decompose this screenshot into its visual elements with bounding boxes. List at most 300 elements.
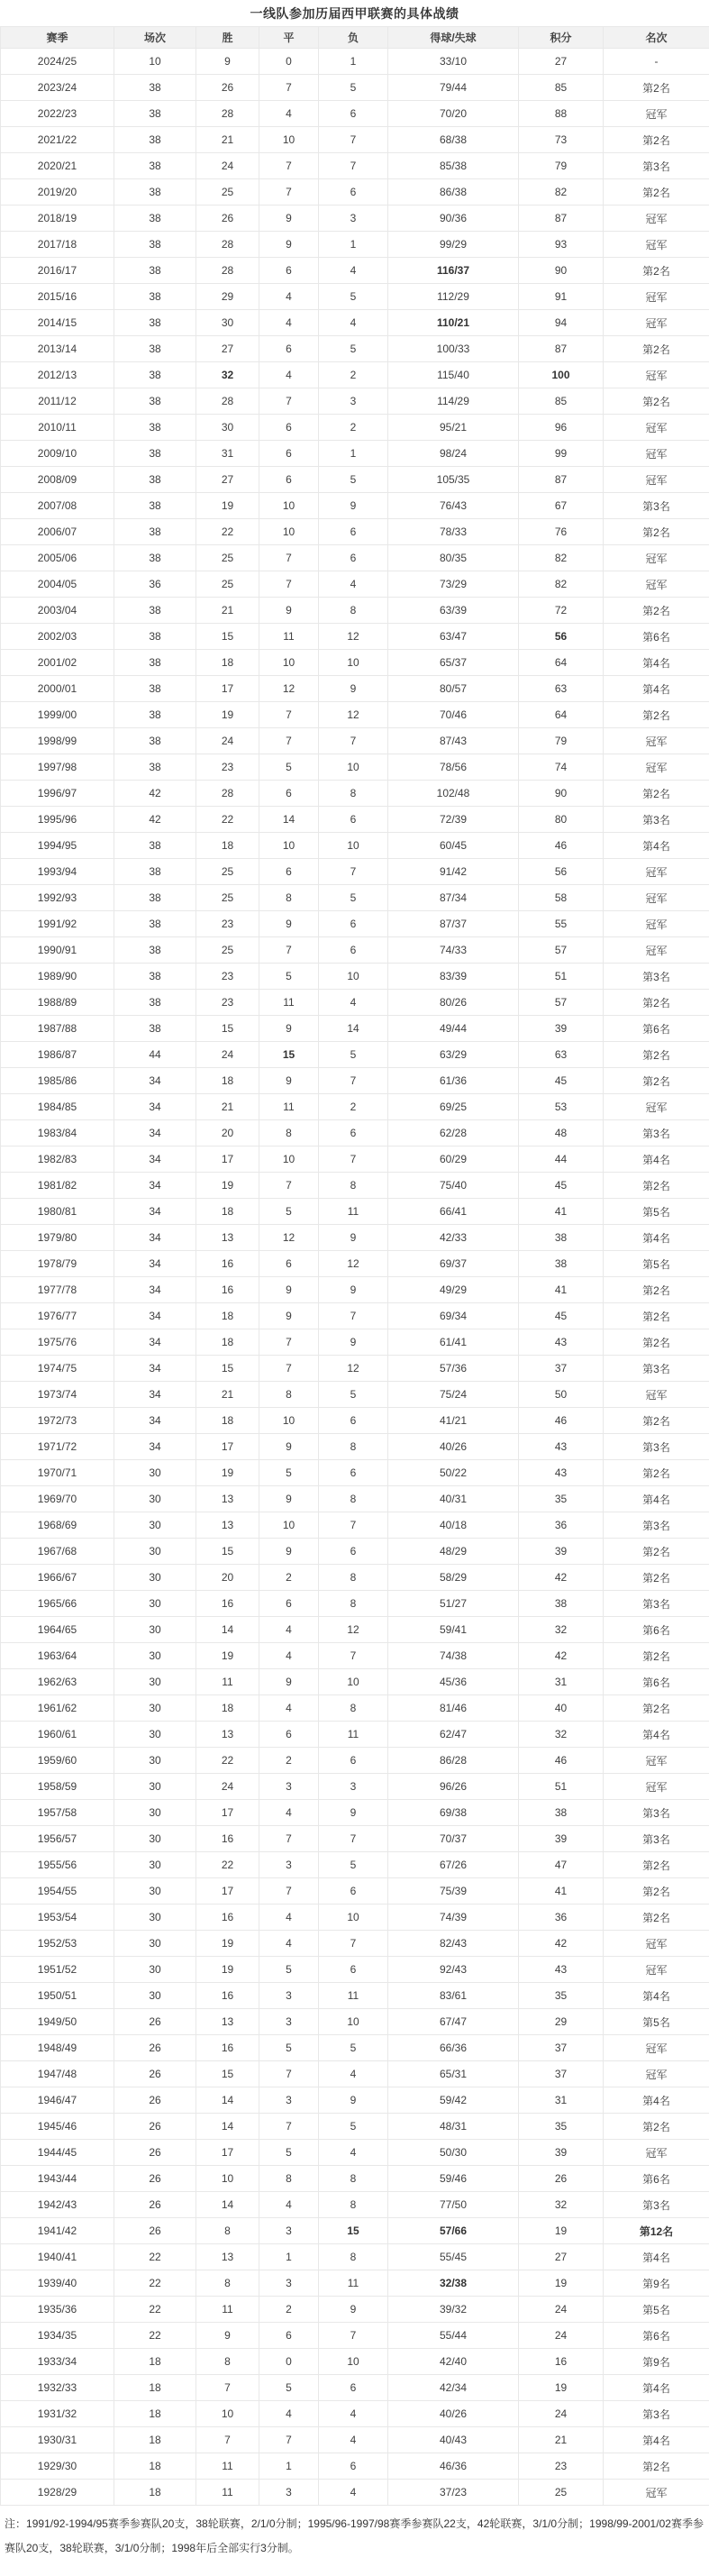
cell-goals: 78/33 bbox=[388, 519, 519, 545]
cell-played: 34 bbox=[114, 1277, 196, 1303]
table-row bbox=[1, 1748, 709, 1774]
cell-won: 22 bbox=[196, 1852, 259, 1878]
cell-lost: 11 bbox=[319, 1722, 388, 1748]
table-row bbox=[1, 1042, 709, 1068]
cell-season: 1979/80 bbox=[1, 1225, 114, 1251]
cell-played: 34 bbox=[114, 1068, 196, 1094]
cell-won: 14 bbox=[196, 2114, 259, 2140]
cell-played: 38 bbox=[114, 545, 196, 571]
cell-won: 22 bbox=[196, 519, 259, 545]
cell-rank: 第2名 bbox=[604, 2453, 709, 2480]
table-row bbox=[1, 964, 709, 990]
cell-played: 26 bbox=[114, 2087, 196, 2114]
table-row bbox=[1, 1434, 709, 1460]
cell-points: 72 bbox=[519, 598, 604, 624]
cell-rank: 第2名 bbox=[604, 1277, 709, 1303]
cell-points: 58 bbox=[519, 885, 604, 911]
cell-season: 1986/87 bbox=[1, 1042, 114, 1068]
cell-lost: 7 bbox=[319, 859, 388, 885]
cell-won: 17 bbox=[196, 676, 259, 702]
cell-rank: 第2名 bbox=[604, 1905, 709, 1931]
cell-rank: 第2名 bbox=[604, 598, 709, 624]
cell-drawn: 6 bbox=[259, 441, 319, 467]
cell-played: 38 bbox=[114, 310, 196, 336]
cell-played: 34 bbox=[114, 1434, 196, 1460]
table-row bbox=[1, 441, 709, 467]
cell-lost: 6 bbox=[319, 1748, 388, 1774]
cell-drawn: 7 bbox=[259, 75, 319, 101]
cell-won: 8 bbox=[196, 2218, 259, 2244]
cell-season: 2022/23 bbox=[1, 101, 114, 127]
table-row bbox=[1, 310, 709, 336]
cell-season: 2014/15 bbox=[1, 310, 114, 336]
cell-goals: 51/27 bbox=[388, 1591, 519, 1617]
cell-played: 30 bbox=[114, 1878, 196, 1905]
cell-rank: 第2名 bbox=[604, 1068, 709, 1094]
cell-points: 36 bbox=[519, 1512, 604, 1539]
cell-won: 8 bbox=[196, 2349, 259, 2375]
cell-lost: 5 bbox=[319, 336, 388, 362]
cell-season: 1999/00 bbox=[1, 702, 114, 728]
cell-goals: 87/37 bbox=[388, 911, 519, 937]
cell-won: 19 bbox=[196, 1460, 259, 1486]
cell-drawn: 4 bbox=[259, 101, 319, 127]
cell-goals: 76/43 bbox=[388, 493, 519, 519]
cell-goals: 102/48 bbox=[388, 781, 519, 807]
cell-drawn: 4 bbox=[259, 362, 319, 388]
cell-season: 2015/16 bbox=[1, 284, 114, 310]
cell-rank: 冠军 bbox=[604, 362, 709, 388]
cell-played: 30 bbox=[114, 1591, 196, 1617]
cell-goals: 75/40 bbox=[388, 1173, 519, 1199]
cell-season: 1990/91 bbox=[1, 937, 114, 964]
cell-lost: 15 bbox=[319, 2218, 388, 2244]
cell-goals: 98/24 bbox=[388, 441, 519, 467]
cell-drawn: 9 bbox=[259, 1539, 319, 1565]
cell-won: 21 bbox=[196, 127, 259, 153]
cell-won: 22 bbox=[196, 1748, 259, 1774]
cell-won: 30 bbox=[196, 415, 259, 441]
cell-drawn: 7 bbox=[259, 702, 319, 728]
column-header-season: 赛季 bbox=[1, 27, 114, 49]
cell-points: 73 bbox=[519, 127, 604, 153]
cell-points: 94 bbox=[519, 310, 604, 336]
cell-rank: 第6名 bbox=[604, 624, 709, 650]
cell-won: 18 bbox=[196, 1303, 259, 1329]
cell-played: 22 bbox=[114, 2323, 196, 2349]
cell-points: 39 bbox=[519, 1539, 604, 1565]
table-row bbox=[1, 1251, 709, 1277]
cell-drawn: 5 bbox=[259, 2375, 319, 2401]
cell-lost: 9 bbox=[319, 676, 388, 702]
table-row bbox=[1, 493, 709, 519]
cell-season: 1945/46 bbox=[1, 2114, 114, 2140]
cell-lost: 8 bbox=[319, 2244, 388, 2270]
cell-played: 38 bbox=[114, 911, 196, 937]
cell-goals: 80/35 bbox=[388, 545, 519, 571]
cell-season: 1954/55 bbox=[1, 1878, 114, 1905]
table-row bbox=[1, 833, 709, 859]
cell-lost: 4 bbox=[319, 2061, 388, 2087]
cell-won: 11 bbox=[196, 2297, 259, 2323]
cell-points: 19 bbox=[519, 2218, 604, 2244]
cell-goals: 69/38 bbox=[388, 1800, 519, 1826]
cell-won: 14 bbox=[196, 2087, 259, 2114]
cell-rank: 第4名 bbox=[604, 1722, 709, 1748]
table-row bbox=[1, 1356, 709, 1382]
table-row bbox=[1, 2244, 709, 2270]
table-row bbox=[1, 1643, 709, 1669]
cell-points: 37 bbox=[519, 2035, 604, 2061]
cell-season: 1987/88 bbox=[1, 1016, 114, 1042]
cell-goals: 59/42 bbox=[388, 2087, 519, 2114]
cell-rank: 冠军 bbox=[604, 101, 709, 127]
cell-goals: 57/66 bbox=[388, 2218, 519, 2244]
cell-won: 15 bbox=[196, 1016, 259, 1042]
cell-played: 38 bbox=[114, 75, 196, 101]
cell-season: 1947/48 bbox=[1, 2061, 114, 2087]
cell-drawn: 0 bbox=[259, 2349, 319, 2375]
cell-rank: 冠军 bbox=[604, 859, 709, 885]
cell-rank: 冠军 bbox=[604, 571, 709, 598]
cell-goals: 70/20 bbox=[388, 101, 519, 127]
cell-points: 37 bbox=[519, 2061, 604, 2087]
cell-played: 38 bbox=[114, 284, 196, 310]
cell-goals: 69/37 bbox=[388, 1251, 519, 1277]
records-table-body bbox=[1, 49, 709, 2506]
cell-played: 38 bbox=[114, 598, 196, 624]
cell-points: 31 bbox=[519, 2087, 604, 2114]
table-row bbox=[1, 49, 709, 75]
cell-goals: 42/34 bbox=[388, 2375, 519, 2401]
cell-points: 41 bbox=[519, 1277, 604, 1303]
cell-won: 18 bbox=[196, 1408, 259, 1434]
table-row bbox=[1, 624, 709, 650]
cell-season: 1972/73 bbox=[1, 1408, 114, 1434]
cell-goals: 65/37 bbox=[388, 650, 519, 676]
cell-points: 24 bbox=[519, 2401, 604, 2427]
cell-points: 85 bbox=[519, 75, 604, 101]
table-row bbox=[1, 362, 709, 388]
cell-points: 38 bbox=[519, 1225, 604, 1251]
cell-won: 16 bbox=[196, 1277, 259, 1303]
cell-played: 38 bbox=[114, 232, 196, 258]
table-header bbox=[1, 27, 709, 49]
cell-won: 13 bbox=[196, 2009, 259, 2035]
table-row bbox=[1, 754, 709, 781]
table-row bbox=[1, 1408, 709, 1434]
cell-goals: 85/38 bbox=[388, 153, 519, 179]
cell-drawn: 9 bbox=[259, 1068, 319, 1094]
cell-lost: 2 bbox=[319, 362, 388, 388]
cell-rank: 第3名 bbox=[604, 1512, 709, 1539]
cell-season: 1996/97 bbox=[1, 781, 114, 807]
cell-lost: 6 bbox=[319, 807, 388, 833]
cell-drawn: 9 bbox=[259, 206, 319, 232]
cell-points: 43 bbox=[519, 1434, 604, 1460]
cell-rank: 第4名 bbox=[604, 1146, 709, 1173]
cell-season: 1970/71 bbox=[1, 1460, 114, 1486]
cell-goals: 63/39 bbox=[388, 598, 519, 624]
cell-points: 31 bbox=[519, 1669, 604, 1695]
cell-lost: 4 bbox=[319, 2480, 388, 2506]
cell-played: 30 bbox=[114, 1539, 196, 1565]
cell-goals: 77/50 bbox=[388, 2192, 519, 2218]
cell-season: 1946/47 bbox=[1, 2087, 114, 2114]
cell-drawn: 10 bbox=[259, 127, 319, 153]
cell-points: 64 bbox=[519, 702, 604, 728]
cell-drawn: 9 bbox=[259, 911, 319, 937]
cell-drawn: 4 bbox=[259, 310, 319, 336]
cell-won: 18 bbox=[196, 1068, 259, 1094]
table-row bbox=[1, 101, 709, 127]
cell-lost: 2 bbox=[319, 415, 388, 441]
cell-lost: 4 bbox=[319, 310, 388, 336]
cell-won: 20 bbox=[196, 1120, 259, 1146]
table-row bbox=[1, 1617, 709, 1643]
cell-played: 36 bbox=[114, 571, 196, 598]
cell-points: 42 bbox=[519, 1565, 604, 1591]
league-records-table bbox=[0, 26, 709, 2506]
cell-rank: 冠军 bbox=[604, 441, 709, 467]
table-row bbox=[1, 1905, 709, 1931]
cell-points: 63 bbox=[519, 676, 604, 702]
cell-season: 1961/62 bbox=[1, 1695, 114, 1722]
cell-drawn: 10 bbox=[259, 833, 319, 859]
cell-drawn: 6 bbox=[259, 781, 319, 807]
cell-played: 30 bbox=[114, 1957, 196, 1983]
cell-points: 90 bbox=[519, 258, 604, 284]
cell-won: 8 bbox=[196, 2270, 259, 2297]
cell-goals: 57/36 bbox=[388, 1356, 519, 1382]
cell-drawn: 7 bbox=[259, 571, 319, 598]
cell-lost: 2 bbox=[319, 1094, 388, 1120]
cell-rank: 第6名 bbox=[604, 1617, 709, 1643]
cell-won: 31 bbox=[196, 441, 259, 467]
cell-drawn: 3 bbox=[259, 2218, 319, 2244]
cell-lost: 9 bbox=[319, 2297, 388, 2323]
cell-season: 1997/98 bbox=[1, 754, 114, 781]
cell-won: 23 bbox=[196, 911, 259, 937]
cell-played: 30 bbox=[114, 1643, 196, 1669]
cell-season: 2004/05 bbox=[1, 571, 114, 598]
cell-rank: 第12名 bbox=[604, 2218, 709, 2244]
cell-drawn: 4 bbox=[259, 1643, 319, 1669]
table-row bbox=[1, 1303, 709, 1329]
cell-points: 82 bbox=[519, 545, 604, 571]
table-row bbox=[1, 676, 709, 702]
cell-played: 34 bbox=[114, 1225, 196, 1251]
table-row bbox=[1, 1669, 709, 1695]
cell-season: 1962/63 bbox=[1, 1669, 114, 1695]
cell-goals: 46/36 bbox=[388, 2453, 519, 2480]
cell-played: 26 bbox=[114, 2218, 196, 2244]
cell-goals: 74/33 bbox=[388, 937, 519, 964]
cell-points: 76 bbox=[519, 519, 604, 545]
cell-season: 1931/32 bbox=[1, 2401, 114, 2427]
cell-goals: 79/44 bbox=[388, 75, 519, 101]
cell-drawn: 4 bbox=[259, 1905, 319, 1931]
cell-played: 10 bbox=[114, 49, 196, 75]
table-row bbox=[1, 1329, 709, 1356]
cell-points: 63 bbox=[519, 1042, 604, 1068]
cell-points: 43 bbox=[519, 1957, 604, 1983]
cell-played: 38 bbox=[114, 362, 196, 388]
cell-points: 74 bbox=[519, 754, 604, 781]
cell-drawn: 4 bbox=[259, 2192, 319, 2218]
cell-played: 34 bbox=[114, 1120, 196, 1146]
cell-played: 18 bbox=[114, 2401, 196, 2427]
cell-season: 1966/67 bbox=[1, 1565, 114, 1591]
cell-season: 1952/53 bbox=[1, 1931, 114, 1957]
cell-lost: 4 bbox=[319, 2140, 388, 2166]
cell-won: 23 bbox=[196, 754, 259, 781]
cell-goals: 80/26 bbox=[388, 990, 519, 1016]
cell-drawn: 6 bbox=[259, 859, 319, 885]
cell-lost: 6 bbox=[319, 179, 388, 206]
cell-rank: 第4名 bbox=[604, 833, 709, 859]
cell-rank: 第2名 bbox=[604, 2114, 709, 2140]
cell-lost: 6 bbox=[319, 519, 388, 545]
table-row bbox=[1, 1512, 709, 1539]
table-row bbox=[1, 1094, 709, 1120]
cell-goals: 74/39 bbox=[388, 1905, 519, 1931]
cell-season: 2001/02 bbox=[1, 650, 114, 676]
cell-goals: 48/31 bbox=[388, 2114, 519, 2140]
cell-rank: 第5名 bbox=[604, 1199, 709, 1225]
table-row bbox=[1, 1774, 709, 1800]
cell-points: 88 bbox=[519, 101, 604, 127]
cell-won: 17 bbox=[196, 1146, 259, 1173]
cell-drawn: 6 bbox=[259, 415, 319, 441]
cell-rank: 第2名 bbox=[604, 1643, 709, 1669]
cell-rank: 冠军 bbox=[604, 728, 709, 754]
cell-rank: 冠军 bbox=[604, 232, 709, 258]
cell-season: 2013/14 bbox=[1, 336, 114, 362]
cell-drawn: 5 bbox=[259, 1460, 319, 1486]
table-row bbox=[1, 2349, 709, 2375]
table-row bbox=[1, 1800, 709, 1826]
cell-drawn: 11 bbox=[259, 624, 319, 650]
cell-lost: 7 bbox=[319, 1931, 388, 1957]
cell-played: 30 bbox=[114, 1826, 196, 1852]
cell-season: 2023/24 bbox=[1, 75, 114, 101]
cell-drawn: 8 bbox=[259, 1120, 319, 1146]
cell-won: 25 bbox=[196, 885, 259, 911]
table-row bbox=[1, 1460, 709, 1486]
cell-goals: 70/37 bbox=[388, 1826, 519, 1852]
cell-goals: 66/36 bbox=[388, 2035, 519, 2061]
cell-lost: 12 bbox=[319, 1617, 388, 1643]
cell-points: 64 bbox=[519, 650, 604, 676]
cell-season: 1928/29 bbox=[1, 2480, 114, 2506]
cell-goals: 105/35 bbox=[388, 467, 519, 493]
cell-lost: 11 bbox=[319, 2270, 388, 2297]
cell-drawn: 7 bbox=[259, 1356, 319, 1382]
cell-lost: 7 bbox=[319, 1146, 388, 1173]
cell-won: 15 bbox=[196, 2061, 259, 2087]
cell-points: 35 bbox=[519, 2114, 604, 2140]
cell-lost: 10 bbox=[319, 2349, 388, 2375]
cell-season: 1980/81 bbox=[1, 1199, 114, 1225]
cell-drawn: 4 bbox=[259, 1617, 319, 1643]
cell-lost: 9 bbox=[319, 1225, 388, 1251]
cell-lost: 6 bbox=[319, 1460, 388, 1486]
cell-won: 14 bbox=[196, 2192, 259, 2218]
cell-goals: 87/43 bbox=[388, 728, 519, 754]
cell-rank: 冠军 bbox=[604, 2035, 709, 2061]
cell-points: 36 bbox=[519, 1905, 604, 1931]
cell-won: 11 bbox=[196, 2453, 259, 2480]
cell-goals: 91/42 bbox=[388, 859, 519, 885]
cell-won: 14 bbox=[196, 1617, 259, 1643]
cell-lost: 5 bbox=[319, 75, 388, 101]
cell-season: 1949/50 bbox=[1, 2009, 114, 2035]
cell-lost: 11 bbox=[319, 1983, 388, 2009]
cell-lost: 9 bbox=[319, 1277, 388, 1303]
cell-won: 7 bbox=[196, 2375, 259, 2401]
cell-won: 24 bbox=[196, 1042, 259, 1068]
cell-points: 45 bbox=[519, 1173, 604, 1199]
cell-rank: 第2名 bbox=[604, 179, 709, 206]
cell-goals: 60/45 bbox=[388, 833, 519, 859]
cell-lost: 5 bbox=[319, 1382, 388, 1408]
cell-goals: 59/46 bbox=[388, 2166, 519, 2192]
cell-lost: 8 bbox=[319, 1695, 388, 1722]
cell-lost: 6 bbox=[319, 101, 388, 127]
table-row bbox=[1, 2218, 709, 2244]
cell-lost: 8 bbox=[319, 1565, 388, 1591]
cell-goals: 62/28 bbox=[388, 1120, 519, 1146]
cell-season: 1964/65 bbox=[1, 1617, 114, 1643]
cell-goals: 78/56 bbox=[388, 754, 519, 781]
cell-lost: 4 bbox=[319, 2427, 388, 2453]
cell-points: 85 bbox=[519, 388, 604, 415]
cell-played: 26 bbox=[114, 2140, 196, 2166]
cell-points: 38 bbox=[519, 1591, 604, 1617]
cell-lost: 12 bbox=[319, 624, 388, 650]
cell-won: 18 bbox=[196, 1329, 259, 1356]
cell-won: 32 bbox=[196, 362, 259, 388]
cell-points: 32 bbox=[519, 1722, 604, 1748]
cell-points: 96 bbox=[519, 415, 604, 441]
cell-played: 34 bbox=[114, 1146, 196, 1173]
cell-points: 38 bbox=[519, 1251, 604, 1277]
cell-played: 30 bbox=[114, 1617, 196, 1643]
cell-drawn: 5 bbox=[259, 2140, 319, 2166]
cell-played: 38 bbox=[114, 258, 196, 284]
table-row bbox=[1, 885, 709, 911]
cell-goals: 41/21 bbox=[388, 1408, 519, 1434]
cell-lost: 5 bbox=[319, 2114, 388, 2140]
cell-rank: 第3名 bbox=[604, 1800, 709, 1826]
cell-drawn: 3 bbox=[259, 2087, 319, 2114]
cell-played: 38 bbox=[114, 937, 196, 964]
cell-goals: 48/29 bbox=[388, 1539, 519, 1565]
cell-lost: 5 bbox=[319, 467, 388, 493]
cell-drawn: 7 bbox=[259, 1878, 319, 1905]
cell-season: 2020/21 bbox=[1, 153, 114, 179]
cell-drawn: 5 bbox=[259, 754, 319, 781]
table-row bbox=[1, 2375, 709, 2401]
cell-points: 19 bbox=[519, 2270, 604, 2297]
cell-lost: 5 bbox=[319, 885, 388, 911]
table-row bbox=[1, 2140, 709, 2166]
cell-won: 28 bbox=[196, 232, 259, 258]
table-row bbox=[1, 179, 709, 206]
table-row bbox=[1, 127, 709, 153]
cell-goals: 40/43 bbox=[388, 2427, 519, 2453]
